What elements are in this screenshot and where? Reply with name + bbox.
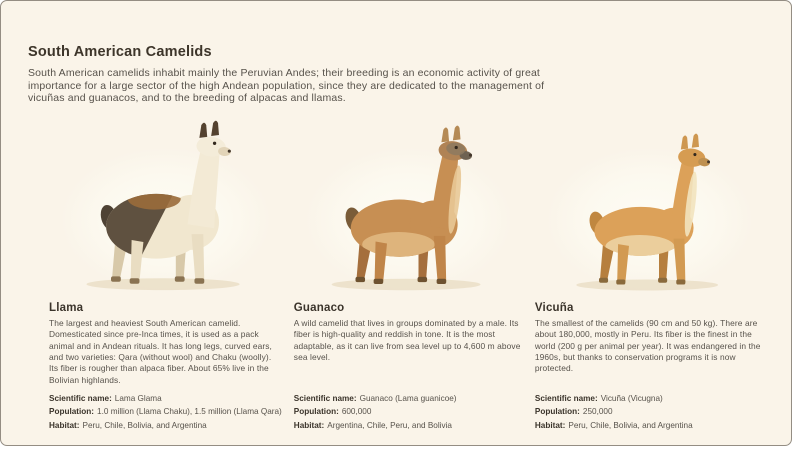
fact-population (294, 405, 523, 418)
fact-label: Scientific name: (49, 394, 112, 404)
fact-label: Population: (293, 407, 339, 417)
fact-value: Lama Glama (114, 394, 162, 404)
animal-description-llama: The largest and heaviest South American camelid. Domesticated since pre-Inca times, it is used as a pack animal and in Andean rituals. It has long legs, curved ears, and two varieties: Qara (without wool) and Chaku (woolly). Its fiber is rougher than alpaca fiber. About 65% live in the Bolivian highlands. (49, 318, 272, 385)
fact-label: Habitat: (49, 420, 80, 430)
animal-description-vicuna: The smallest of the camelids (90 cm and 50 kg). There are about 180,000, mostly in Peru. Its fiber is the finest in the world (200 g per animal per year). It was endangered in the 1960s, but thanks to conservation programs it is now protected. (534, 318, 761, 374)
animal-columns (49, 116, 764, 432)
vicuna-illustration (535, 116, 764, 295)
animal-name-vicuna: Vicuña (534, 302, 574, 315)
fact-label: Scientific name: (534, 394, 598, 404)
facts-llama (49, 392, 282, 432)
llama-illustration (49, 116, 282, 295)
animal-description-guanaco: A wild camelid that lives in groups dominated by a male. Its fiber is high-quality and reddish in tone. It is the most adaptable, as it can live from sea level up to 4,600 m above sea level. (293, 318, 521, 362)
animal-name-guanaco: Guanaco (293, 302, 345, 315)
fact-value: Argentina, Chile, Peru, and Bolivia (327, 420, 452, 430)
fact-population (49, 405, 282, 418)
fact-scientific-name (294, 392, 523, 405)
fact-label: Population: (49, 407, 95, 417)
intro-paragraph: South American camelids inhabit mainly the Peruvian Andes; their breeding is an economic activity of great importance for a large sector of the high Andean population, since they are dedicated to the management of vicuñas and guanacos, and to the breeding of alpacas and llamas. (28, 67, 545, 105)
facts-vicuna (535, 392, 764, 432)
fact-habitat (49, 419, 282, 432)
fact-habitat (294, 419, 523, 432)
fact-value: 1.0 million (Llama Chaku), 1.5 million (Llama Qara) (97, 407, 282, 417)
column-vicuna (535, 116, 764, 432)
column-guanaco (294, 116, 523, 432)
fact-scientific-name (49, 392, 282, 405)
fact-scientific-name (535, 392, 764, 405)
fact-value: Vicuña (Vicugna) (600, 394, 663, 404)
fact-population (535, 405, 764, 418)
fact-label: Population: (534, 407, 580, 417)
fact-label: Scientific name: (293, 394, 357, 404)
fact-value: 250,000 (582, 407, 613, 417)
fact-value: Guanaco (Lama guanicoe) (359, 394, 457, 404)
fact-value: Peru, Chile, Bolivia, and Argentina (568, 420, 693, 430)
facts-guanaco (294, 392, 523, 432)
fact-value: 600,000 (341, 407, 372, 417)
guanaco-illustration (294, 116, 523, 295)
animal-name-llama: Llama (49, 302, 84, 315)
fact-habitat (535, 419, 764, 432)
page-title: South American Camelids (28, 44, 212, 60)
fact-label: Habitat: (293, 420, 325, 430)
fact-value: Peru, Chile, Bolivia, and Argentina (82, 420, 207, 430)
column-llama (49, 116, 282, 432)
fact-label: Habitat: (534, 420, 566, 430)
